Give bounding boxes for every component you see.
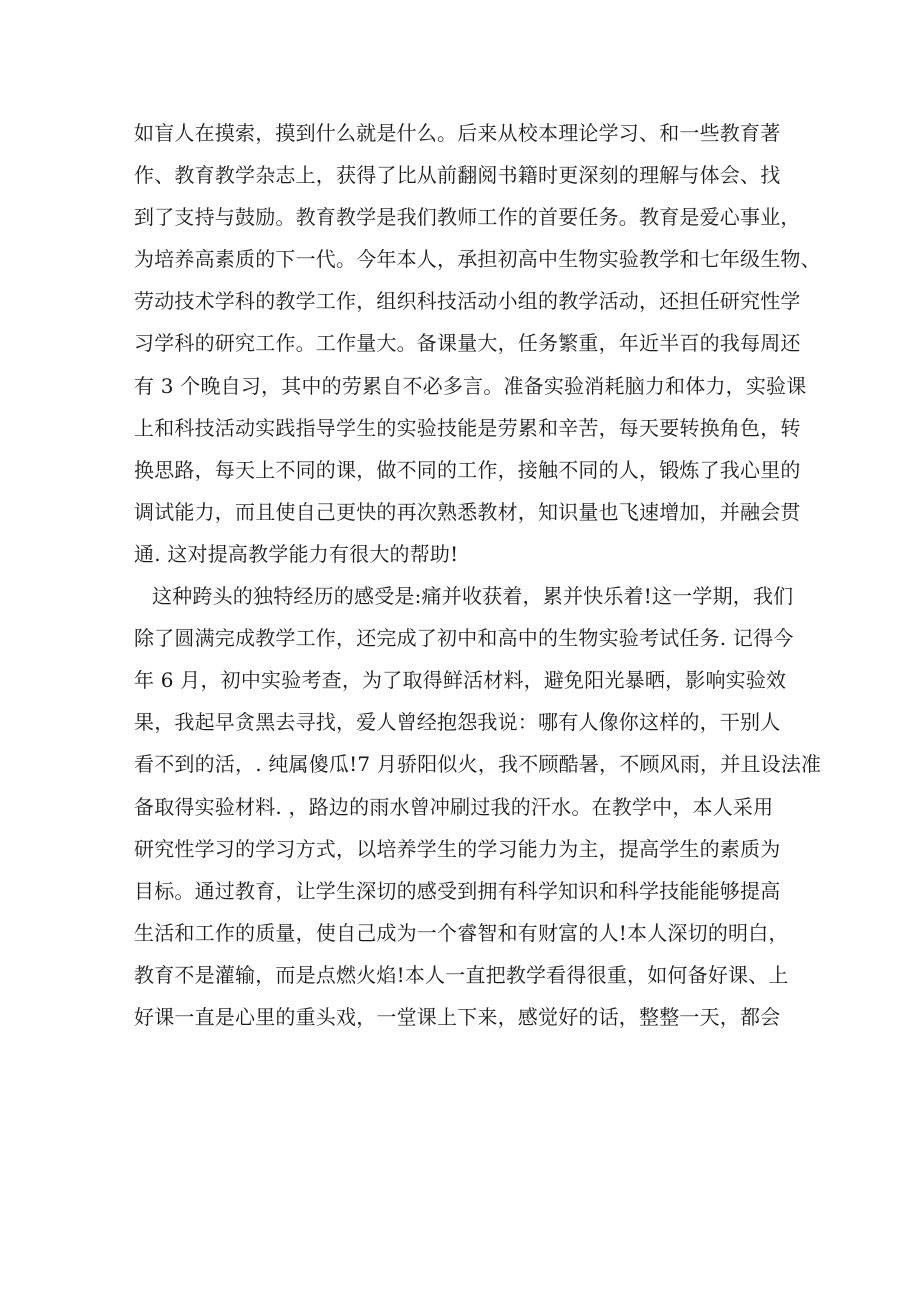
text-line: 备取得实验材料. ，路边的雨水曾冲刷过我的汗水。在教学中，本人采用 (134, 794, 774, 819)
text-line: 目标。通过教育，让学生深切的感受到拥有科学知识和科学技能能够提高 (134, 878, 781, 903)
text-line: 通. 这对提高教学能力有很大的帮助! (134, 541, 459, 566)
paragraph-1 (134, 112, 821, 575)
text-line: 为培养高素质的下一代。今年本人，承担初高中生物实验教学和七年级生物、 (134, 247, 821, 272)
text-line: 上和科技活动实践指导学生的实验技能是劳累和辛苦，每天要转换角色，转 (134, 415, 801, 440)
text-line: 有 3 个晚自习，其中的劳累自不必多言。准备实验消耗脑力和体力，实验课 (134, 373, 807, 398)
text-line: 看不到的活，. 纯属傻瓜!7 月骄阳似火，我不顾酷暑，不顾风雨，并且设法准 (134, 752, 822, 777)
text-line: 研究性学习的学习方式，以培养学生的学习能力为主，提高学生的素质为 (134, 836, 781, 861)
document-body (134, 112, 822, 1038)
text-line: 作、教育教学杂志上，获得了比从前翻阅书籍时更深刻的理解与体会、找 (134, 163, 781, 188)
text-line: 习学科的研究工作。工作量大。备课量大，任务繁重，年近半百的我每周还 (134, 331, 801, 356)
paragraph-2 (134, 575, 822, 1038)
text-line: 果，我起早贪黑去寻找，爱人曾经抱怨我说：哪有人像你这样的，干别人 (134, 710, 781, 735)
text-line: 如盲人在摸索，摸到什么就是什么。后来从校本理论学习、和一些教育著 (134, 121, 781, 145)
text-line: 除了圆满完成教学工作，还完成了初中和高中的生物实验考试任务. 记得今 (134, 626, 794, 651)
text-line: 调试能力，而且使自己更快的再次熟悉教材，知识量也飞速增加，并融会贯 (134, 499, 801, 524)
text-line: 年 6 月，初中实验考查，为了取得鲜活材料，避免阳光暴晒，影响实验效 (134, 668, 787, 693)
text-line: 换思路，每天上不同的课，做不同的工作，接触不同的人，锻炼了我心里的 (134, 457, 801, 482)
text-line: 好课一直是心里的重头戏，一堂课上下来，感觉好的话，整整一天，都会 (134, 1004, 781, 1029)
text-line: 劳动技术学科的教学工作，组织科技活动小组的教学活动，还担任研究性学 (134, 289, 801, 314)
text-line: 生活和工作的质量，使自己成为一个睿智和有财富的人!本人深切的明白， (134, 920, 789, 945)
text-line: 这种跨头的独特经历的感受是:痛并收获着，累并快乐着!这一学期，我们 (152, 584, 794, 609)
text-line: 到了支持与鼓励。教育教学是我们教师工作的首要任务。教育是爱心事业， (134, 205, 801, 230)
text-line: 教育不是灌输，而是点燃火焰!本人一直把教学看得很重，如何备好课、上 (134, 962, 789, 987)
